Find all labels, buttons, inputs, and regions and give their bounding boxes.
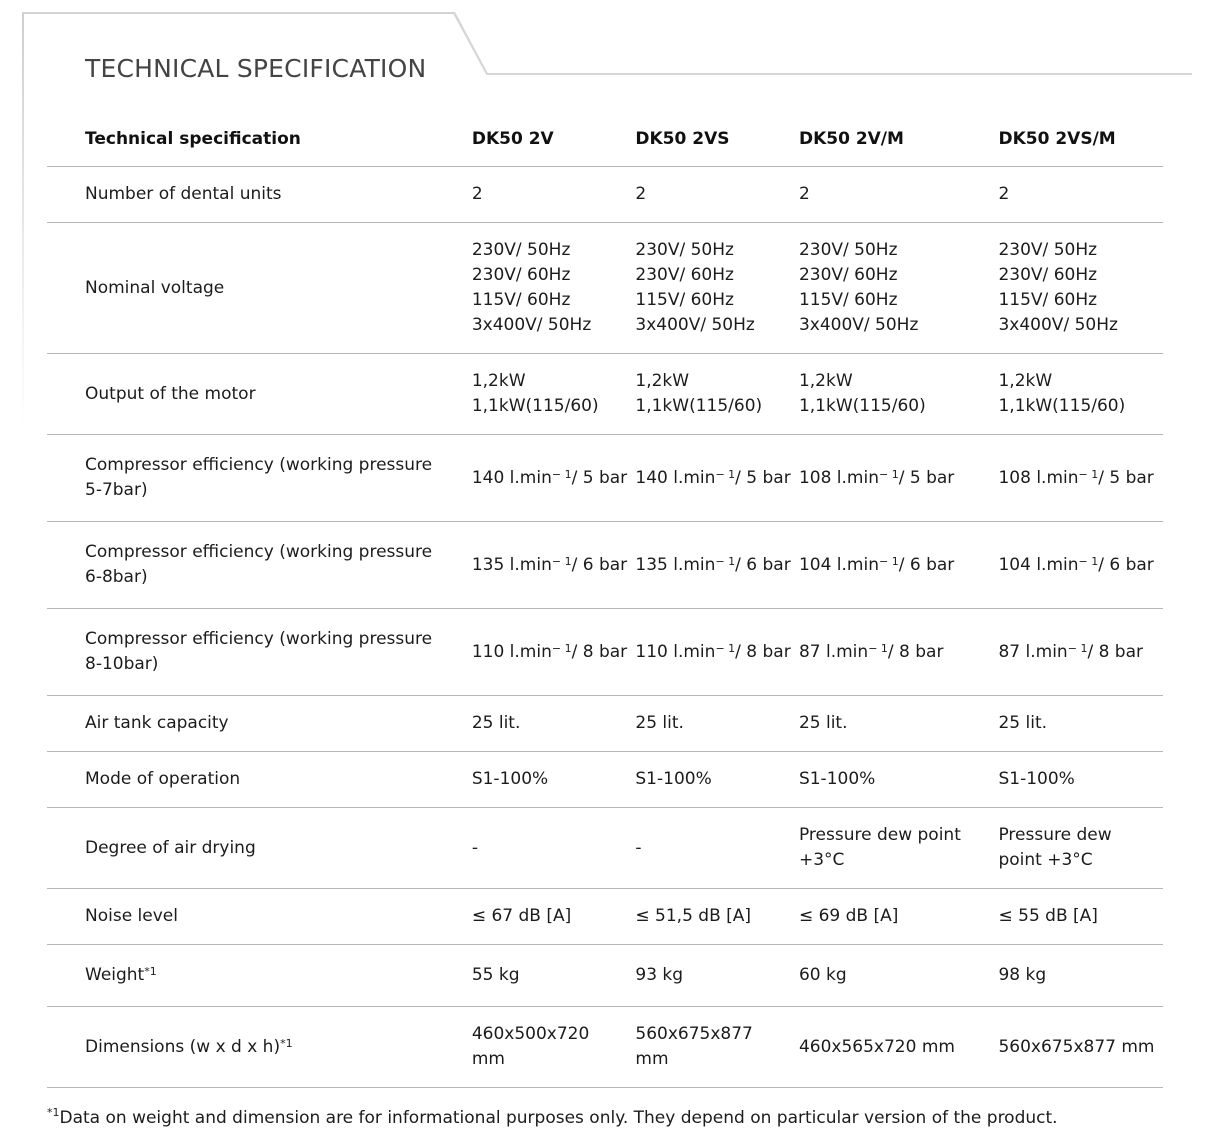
row-label: Air tank capacity — [85, 713, 229, 733]
column-header: DK50 2V — [471, 128, 554, 149]
cell-line: 3x400V/ 50Hz — [635, 315, 755, 335]
footnote-ref: *1 — [144, 965, 157, 978]
row-label: Noise level — [85, 906, 178, 926]
cell-line: 230V/ 50Hz — [471, 240, 571, 260]
cell: ≤ 51,5 dB [A] — [635, 906, 752, 926]
cell: ≤ 67 dB [A] — [471, 906, 572, 926]
cell-line: 1,2kW — [998, 371, 1053, 391]
cell — [998, 354, 1163, 435]
cell: 25 lit. — [798, 713, 848, 733]
cell-line: 230V/ 60Hz — [998, 265, 1098, 285]
table-row — [47, 945, 1163, 1007]
cell: 87 l.min− $^1$/ 8 bar — [998, 641, 1143, 662]
cell: - — [635, 837, 642, 858]
cell: 140 l.min− $^1$/ 5 bar — [471, 467, 628, 488]
cell: 140 l.min− $^1$/ 5 bar — [635, 467, 791, 488]
cell-line: 230V/ 60Hz — [635, 265, 734, 285]
cell: S1-100% — [635, 769, 712, 789]
cell: 108 l.min− $^1$/ 5 bar — [798, 467, 955, 488]
section-title: TECHNICAL SPECIFICATION — [85, 54, 427, 83]
cell — [635, 223, 799, 354]
cell: 25 lit. — [635, 713, 684, 733]
row-label: Compressor efficiency (working pressure 5-7bar) — [85, 455, 433, 500]
cell — [799, 223, 999, 354]
table-row — [47, 522, 1163, 609]
cell-line: 1,2kW — [635, 371, 690, 391]
cell-line: 1,2kW — [471, 371, 526, 391]
cell-line: 3x400V/ 50Hz — [471, 315, 592, 335]
table-row — [47, 435, 1163, 522]
row-label: Dimensions (w x d x h)$^{*1}$ — [85, 1036, 293, 1057]
cell: 87 l.min− $^1$/ 8 bar — [798, 641, 944, 662]
cell: 2 — [635, 184, 647, 204]
cell: 104 l.min− $^1$/ 6 bar — [998, 554, 1154, 575]
cell: ≤ 55 dB [A] — [998, 906, 1098, 926]
row-label: Output of the motor — [85, 383, 256, 404]
table-row — [47, 223, 1163, 354]
cell: 2 — [798, 184, 810, 204]
cell: 60 kg — [798, 965, 847, 985]
row-label: Weight$^{*1}$ — [85, 965, 157, 985]
cell — [635, 354, 799, 435]
cell-line: 230V/ 50Hz — [635, 240, 734, 260]
cell: S1-100% — [798, 769, 876, 789]
cell: S1-100% — [998, 769, 1075, 789]
cell-line: 230V/ 60Hz — [798, 265, 898, 285]
table-row — [47, 609, 1163, 696]
cell: 104 l.min− $^1$/ 6 bar — [798, 554, 955, 575]
footnote-mark: *1 — [47, 1106, 60, 1119]
cell-line: 1,2kW — [798, 371, 853, 391]
cell-line: 1,1kW(115/60) — [798, 396, 926, 416]
table-row — [47, 354, 1163, 435]
table-row — [47, 696, 1163, 752]
cell: 110 l.min− $^1$/ 8 bar — [471, 641, 628, 662]
cell-line: 1,1kW(115/60) — [998, 396, 1126, 416]
cell-line: 230V/ 60Hz — [471, 265, 571, 285]
cell-line: 115V/ 60Hz — [998, 290, 1098, 310]
cell-line: 115V/ 60Hz — [635, 290, 734, 310]
cell: 460x565x720 mm — [798, 1036, 955, 1057]
cell: 460x500x720 mm — [471, 1024, 590, 1069]
table-row — [47, 1007, 1163, 1088]
footnote-ref: *1 — [280, 1036, 293, 1050]
cell-line: 3x400V/ 50Hz — [798, 315, 919, 335]
cell-line: 3x400V/ 50Hz — [998, 315, 1118, 335]
cell — [472, 223, 636, 354]
cell: ≤ 69 dB [A] — [798, 906, 899, 926]
cell: 2 — [998, 184, 1010, 204]
row-label: Compressor efficiency (working pressure 6-8bar) — [85, 542, 433, 587]
table-row — [47, 889, 1163, 945]
column-header: DK50 2VS — [635, 128, 730, 149]
cell — [472, 354, 636, 435]
cell: 2 — [471, 184, 483, 204]
cell: 108 l.min− $^1$/ 5 bar — [998, 467, 1154, 488]
cell: 560x675x877 mm — [635, 1024, 753, 1069]
cell-line: 1,1kW(115/60) — [471, 396, 599, 416]
table-row — [47, 752, 1163, 808]
cell: - — [471, 837, 478, 858]
spec-table — [47, 111, 1163, 1088]
column-header: DK50 2VS/M — [998, 128, 1116, 149]
row-label: Nominal voltage — [85, 277, 225, 298]
row-label: Mode of operation — [85, 769, 241, 789]
footnote-text: Data on weight and dimension are for informational purposes only. They depend on particular version of the product. — [59, 1108, 1058, 1128]
row-label: Degree of air drying — [85, 837, 256, 858]
cell: 25 lit. — [471, 713, 521, 733]
cell: S1-100% — [471, 769, 549, 789]
table-header-row — [47, 111, 1163, 167]
column-header: DK50 2V/M — [798, 128, 904, 149]
cell — [799, 354, 999, 435]
cell: Pressure dew point +3°C — [998, 825, 1112, 870]
footnote — [47, 1108, 1058, 1128]
cell: 25 lit. — [998, 713, 1048, 733]
cell-line: 115V/ 60Hz — [471, 290, 571, 310]
cell: 98 kg — [998, 965, 1047, 985]
cell: 110 l.min− $^1$/ 8 bar — [635, 641, 791, 662]
cell: 560x675x877 mm — [998, 1036, 1155, 1057]
cell-line: 1,1kW(115/60) — [635, 396, 763, 416]
table-row — [47, 808, 1163, 889]
column-header: Technical specification — [85, 128, 301, 149]
cell: Pressure dew point +3°C — [798, 825, 961, 870]
row-label: Number of dental units — [85, 184, 282, 204]
cell-line: 115V/ 60Hz — [798, 290, 898, 310]
cell: 93 kg — [635, 965, 684, 985]
cell: 135 l.min− $^1$/ 6 bar — [635, 554, 791, 575]
cell-line: 230V/ 50Hz — [798, 240, 898, 260]
cell — [998, 223, 1163, 354]
table-row — [47, 167, 1163, 223]
cell: 135 l.min− $^1$/ 6 bar — [471, 554, 628, 575]
cell-line: 230V/ 50Hz — [998, 240, 1098, 260]
row-label: Compressor efficiency (working pressure 8-10bar) — [85, 629, 433, 674]
cell: 55 kg — [471, 965, 520, 985]
